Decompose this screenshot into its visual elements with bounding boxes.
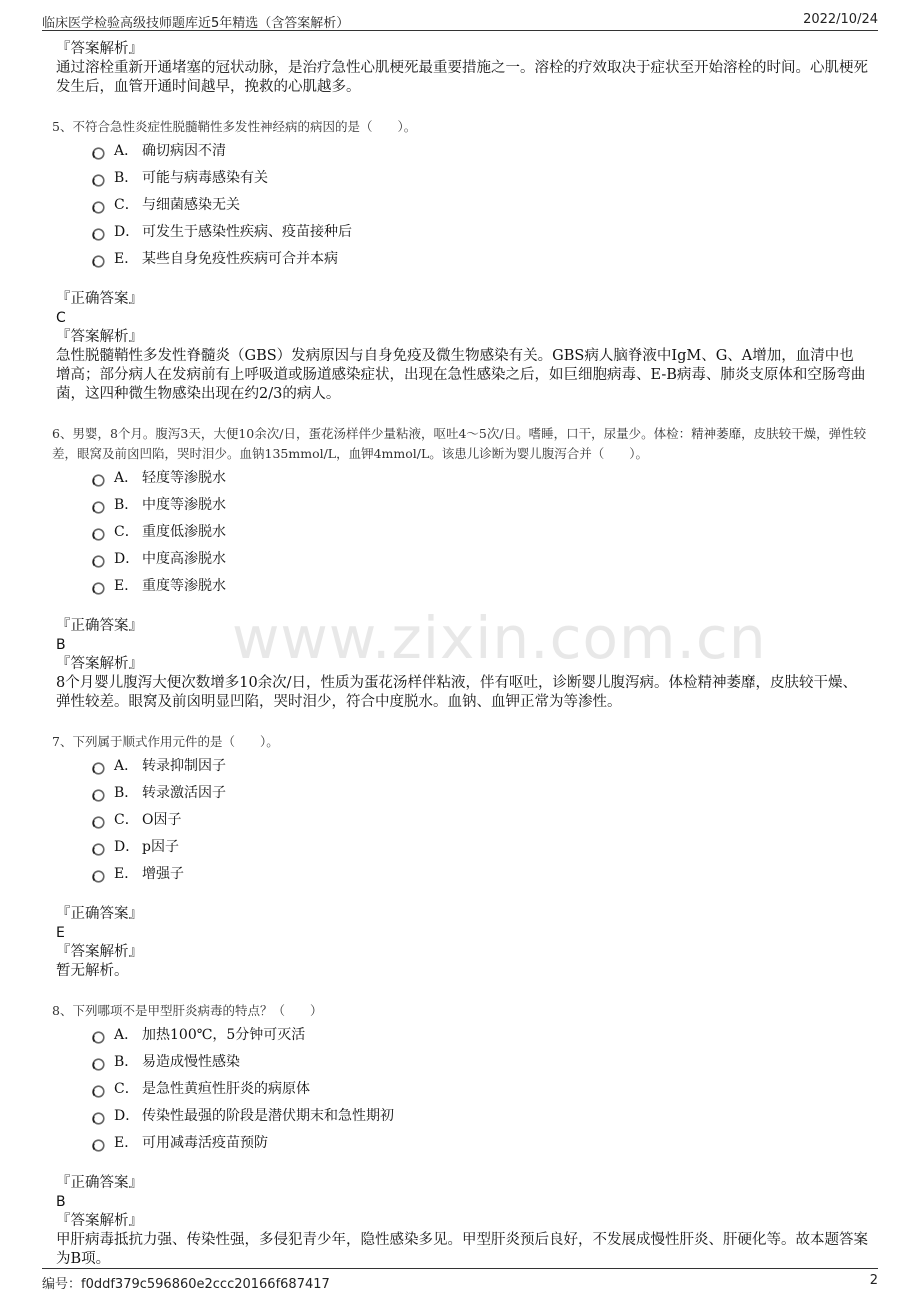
option-letter: D． (114, 1108, 140, 1124)
option-text: 重度低渗脱水 (142, 524, 226, 540)
analysis-text: 急性脱髓鞘性多发性脊髓炎（GBS）发病原因与自身免疫及微生物感染有关。GBS病人脑脊液中IgM、G、A增加，血清中也增高；部分病人在发病前有上呼吸道或肠道感染症状，出现在急性感染之后，如巨细胞病毒、E-B病毒、肺炎支原体和空肠弯曲菌，这四种微生物感染出现在约2/3的病人。 (56, 348, 866, 402)
analysis-text: 暂无解析。 (56, 963, 129, 979)
option-text: 可发生于感染性疾病、疫苗接种后 (142, 224, 352, 240)
option-text: 确切病因不清 (142, 143, 226, 159)
correct-answer: B (56, 637, 66, 653)
radio-icon[interactable] (92, 1031, 105, 1044)
option-c[interactable] (92, 522, 868, 549)
option-a[interactable] (92, 1025, 868, 1052)
correct-answer: C (56, 310, 66, 326)
option-list (92, 756, 868, 891)
radio-icon[interactable] (92, 474, 105, 487)
option-text: 易造成慢性感染 (142, 1054, 240, 1070)
radio-icon[interactable] (92, 174, 105, 187)
radio-icon[interactable] (92, 555, 105, 568)
correct-answer-label: 『正确答案』 (56, 618, 143, 634)
option-text: 中度等渗脱水 (142, 497, 226, 513)
option-c[interactable] (92, 1079, 868, 1106)
option-letter: B． (114, 785, 139, 801)
option-letter: E． (114, 251, 139, 267)
option-letter: C． (114, 812, 139, 828)
analysis-label: 『答案解析』 (56, 944, 143, 960)
option-letter: B． (114, 170, 139, 186)
radio-icon[interactable] (92, 762, 105, 775)
option-b[interactable] (92, 783, 868, 810)
option-letter: D． (114, 551, 140, 567)
radio-icon[interactable] (92, 147, 105, 160)
option-letter: D． (114, 839, 140, 855)
option-letter: B． (114, 1054, 139, 1070)
option-text: 中度高渗脱水 (142, 551, 226, 567)
question-stem: 8、下列哪项不是甲型肝炎病毒的特点？（ ） (52, 1003, 323, 1018)
document-title: 临床医学检验高级技师题库近5年精选（含答案解析） (42, 16, 350, 31)
option-text: 增强子 (142, 866, 184, 882)
option-letter: B． (114, 497, 139, 513)
option-text: 某些自身免疫性疾病可合并本病 (142, 251, 338, 267)
radio-icon[interactable] (92, 1139, 105, 1152)
option-text: 转录抑制因子 (142, 758, 226, 774)
radio-icon[interactable] (92, 528, 105, 541)
document-code: 编号：f0ddf379c596860e2ccc20166f687417 (42, 1277, 330, 1292)
watermark: www.zixin.com.cn (232, 604, 767, 672)
option-letter: E． (114, 866, 139, 882)
option-c[interactable] (92, 810, 868, 837)
document-date: 2022/10/24 (803, 12, 878, 27)
option-text: 与细菌感染无关 (142, 197, 240, 213)
option-letter: A． (114, 470, 139, 486)
option-d[interactable] (92, 837, 868, 864)
radio-icon[interactable] (92, 501, 105, 514)
option-letter: C． (114, 524, 139, 540)
page-number: 2 (869, 1273, 878, 1288)
option-letter: A． (114, 1027, 139, 1043)
option-d[interactable] (92, 549, 868, 576)
option-letter: E． (114, 578, 139, 594)
option-b[interactable] (92, 168, 868, 195)
option-list (92, 141, 868, 276)
option-e[interactable] (92, 1133, 868, 1160)
radio-icon[interactable] (92, 228, 105, 241)
option-letter: A． (114, 758, 139, 774)
option-e[interactable] (92, 864, 868, 891)
option-b[interactable] (92, 495, 868, 522)
question-stem: 6、男婴，8个月。腹泻3天，大便10余次/日，蛋花汤样伴少量粘液，呕吐4～5次/日。嗜睡，口干，尿量少。体检：精神萎靡，皮肤较干燥，弹性较差，眼窝及前囟凹陷，哭时泪少。血钠135mmol/L，血钾4mmol/L。该患儿诊断为婴儿腹泻合并（ ）。 (52, 426, 867, 461)
radio-icon[interactable] (92, 789, 105, 802)
option-a[interactable] (92, 468, 868, 495)
option-text: 可用减毒活疫苗预防 (142, 1135, 268, 1151)
analysis-label: 『答案解析』 (56, 41, 143, 57)
option-a[interactable] (92, 756, 868, 783)
document-body (52, 40, 868, 1269)
question-stem: 7、下列属于顺式作用元件的是（ ）。 (52, 734, 279, 749)
analysis-label: 『答案解析』 (56, 329, 143, 345)
radio-icon[interactable] (92, 816, 105, 829)
correct-answer-label: 『正确答案』 (56, 1175, 143, 1191)
option-b[interactable] (92, 1052, 868, 1079)
analysis-text: 甲肝病毒抵抗力强、传染性强，多侵犯青少年，隐性感染多见。甲型肝炎预后良好，不发展成慢性肝炎、肝硬化等。故本题答案为B项。 (56, 1232, 868, 1267)
radio-icon[interactable] (92, 582, 105, 595)
option-a[interactable] (92, 141, 868, 168)
option-text: 加热100℃，5分钟可灭活 (142, 1027, 306, 1043)
option-letter: C． (114, 197, 139, 213)
option-d[interactable] (92, 222, 868, 249)
radio-icon[interactable] (92, 870, 105, 883)
radio-icon[interactable] (92, 201, 105, 214)
option-text: 转录激活因子 (142, 785, 226, 801)
correct-answer-label: 『正确答案』 (56, 291, 143, 307)
option-text: O因子 (142, 812, 182, 828)
option-text: 重度等渗脱水 (142, 578, 226, 594)
correct-answer-label: 『正确答案』 (56, 906, 143, 922)
option-c[interactable] (92, 195, 868, 222)
option-e[interactable] (92, 249, 868, 276)
option-text: p因子 (142, 839, 179, 855)
option-e[interactable] (92, 576, 868, 603)
correct-answer: B (56, 1194, 66, 1210)
analysis-label: 『答案解析』 (56, 1213, 143, 1229)
analysis-text: 通过溶栓重新开通堵塞的冠状动脉，是治疗急性心肌梗死最重要措施之一。溶栓的疗效取决于症状至开始溶栓的时间。心肌梗死发生后，血管开通时间越早，挽救的心肌越多。 (56, 60, 868, 95)
radio-icon[interactable] (92, 843, 105, 856)
option-d[interactable] (92, 1106, 868, 1133)
option-letter: C． (114, 1081, 139, 1097)
option-text: 传染性最强的阶段是潜伏期末和急性期初 (142, 1108, 394, 1124)
radio-icon[interactable] (92, 1112, 105, 1125)
option-letter: D． (114, 224, 140, 240)
radio-icon[interactable] (92, 1085, 105, 1098)
question-stem: 5、不符合急性炎症性脱髓鞘性多发性神经病的病因的是（ ）。 (52, 119, 417, 134)
analysis-label: 『答案解析』 (56, 656, 143, 672)
option-text: 轻度等渗脱水 (142, 470, 226, 486)
page-header (42, 10, 878, 31)
option-letter: A． (114, 143, 139, 159)
page-footer (42, 1268, 878, 1291)
option-list (92, 468, 868, 603)
analysis-text: 8个月婴儿腹泻大便次数增多10余次/日，性质为蛋花汤样伴粘液，伴有呕吐，诊断婴儿腹泻病。体检精神萎靡，皮肤较干燥、弹性较差。眼窝及前囟明显凹陷，哭时泪少，符合中度脱水。血钠、血钾正常为等渗性。 (56, 675, 858, 710)
option-letter: E． (114, 1135, 139, 1151)
correct-answer: E (56, 925, 65, 941)
option-text: 是急性黄疸性肝炎的病原体 (142, 1081, 310, 1097)
option-text: 可能与病毒感染有关 (142, 170, 268, 186)
option-list (92, 1025, 868, 1160)
radio-icon[interactable] (92, 255, 105, 268)
radio-icon[interactable] (92, 1058, 105, 1071)
